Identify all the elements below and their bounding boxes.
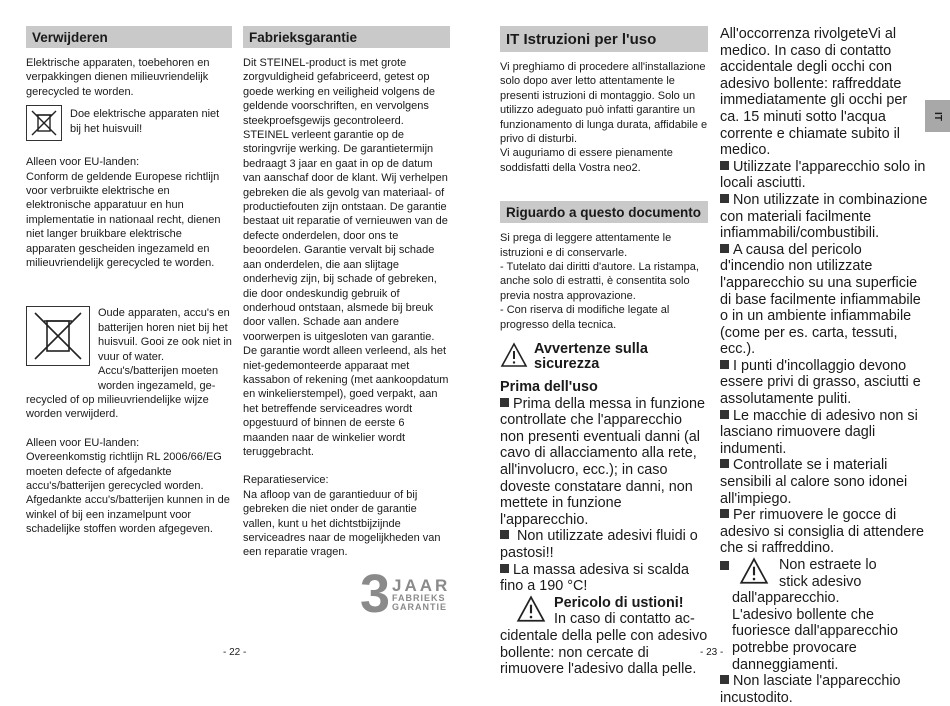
battery-note: Oude apparaten, accu's en batterijen horen niet bij het huisvuil. Gooi ze ook niet in vuur of water. Accu's/batterijen moeten worden ingezameld, ge- — [98, 307, 232, 392]
burn-warning-text: In caso di contatto ac- — [554, 611, 695, 628]
column-verwijderen — [26, 26, 232, 537]
warranty-logo-line1: JAAR — [392, 575, 451, 595]
prima-uso-heading: Prima dell'uso — [500, 379, 598, 396]
safety-bullet: A causa del pericolo d'incendio non utilizzate l'apparecchio su una superficie di base facilmente infiammabile o in un ambiente infiammabile (come per es. carta, tessuti, ecc.). — [720, 241, 921, 358]
safety-bullet: Utilizzate l'apparecchio solo in locali asciutti. — [720, 158, 926, 192]
documento-intro: Si prega di leggere attentamente le istruzioni e di conservarle. — [500, 232, 672, 259]
safety-bullet: Non utilizzate adesivi fluidi o pastosi!! — [500, 528, 698, 562]
nozzle-warning-line3: dall'apparecchio. — [732, 590, 840, 607]
nozzle-warning-text: L'adesivo bollente che fuoriesce dall'apparecchio potrebbe provocare danneggiamenti. — [732, 606, 898, 673]
language-tab: IT — [925, 100, 950, 132]
battery-note-continued: recycled of op milieuvriendelijke wijze worden verwijderd. — [26, 393, 209, 421]
section-heading-garantie: Fabrieksgarantie — [243, 26, 450, 48]
safety-bullet: Non utilizzate in combinazione con materiali facilmente infiammabili/combustibili. — [720, 191, 928, 242]
section-heading-documento: Riguardo a questo documento — [500, 201, 708, 223]
burn-warning-text-continued: cidentale della pelle con adesivo bollente: non cercate di rimuovere l'adesivo dalla pelle. — [500, 628, 708, 678]
documento-item: - Tutelato dai diritti d'autore. La ristampa, anche solo di estratti, è consentita solo previa nostra approvazione. — [500, 261, 699, 302]
eu2-text: Overeenkomstig richtlijn RL 2006/66/EG moeten defecte of afgedankte accu's/batterijen gerecycled worden. Afgedankte accu's/batterijen kunnen in de winkel of bij een inzamelpunt voor schadelijke stoffen worden afgegeven. — [26, 451, 230, 536]
safety-bullet: Controllate se i materiali sensibili al calore sono idonei all'impiego. — [720, 457, 908, 507]
battery-bin-icon — [26, 306, 90, 366]
safety-bullet: Le macchie di adesivo non si lasciano rimuovere dagli indumenti. — [720, 407, 918, 457]
crossed-bin-icon — [26, 105, 62, 141]
page-number-left: - 22 - — [223, 647, 247, 658]
section-heading-istruzioni: IT Istruzioni per l'uso — [500, 26, 708, 52]
safety-bullet: La massa adesiva si scalda fino a 190 °C! — [500, 561, 689, 595]
safety-bullet: Prima della messa in funzione controllate che l'apparecchio non presenti eventuali danni (al cavo di allacciamento alla rete, all'involucro, ecc.); in caso doveste constatare danni, non mettete in funzione l'apparecchio. — [500, 395, 705, 528]
avvertenze-heading-line2: sicurezza — [534, 356, 600, 373]
nozzle-warning-line1: Non estraete lo — [779, 557, 877, 573]
garantie-text: Dit STEINEL-product is met grote zorgvuldigheid gefabriceerd, getest op goede werking en veiligheid volgens de geldende voorschriften, en vervolgens steekproefsgewijs gecontroleerd. STEINEL verleent garantie op de storingvrije werking. De garantietermijn bedraagt 3 jaar en gaat in op de datum van aanschaf door de klant. Wij verhelpen gebreken die als gevolg van materiaal- of productiefouten zijn ontstaan. De garantie bestaat uit reparatie of vernieuwen van de defecte onderdelen, door ons te beoordelen. Garantie vervalt bij schade aan onderdelen, die aan slijtage onderhevig zijn, bij schade of gebreken, die door ondeskundig gebruik of onderhoud ontstaan, alsmede bij breuk door vallen. Schade aan andere voorwerpen is uitgesloten van garantie. — [243, 57, 448, 343]
istruzioni-text-2: Vi auguriamo di essere pienamente soddisfatti della Vostra neo2. — [500, 147, 673, 174]
bin-note: Doe elektrische apparaten niet bij het huisvuil! — [70, 108, 220, 135]
garantie-text-2: De garantie wordt alleen verleend, als het niet-gedemonteerde apparaat met kassabon of rekening (met aankoopdatum en winkelierstempel), goed verpakt, aan het betreffende serviceadres wordt opgestuurd of binnen de eerste 6 maanden naar de winkelier wordt teruggebracht. — [243, 345, 449, 458]
service-title: Reparatieservice: — [243, 474, 329, 487]
safety-bullet: Per rimuovere le gocce di adesivo si consiglia di attendere che si raffreddino. — [720, 507, 924, 557]
column-avvertenze-continued — [720, 26, 928, 706]
burn-warning-title: Pericolo di ustioni! — [554, 594, 684, 611]
eu-title: Alleen voor EU-landen: — [26, 156, 140, 169]
safety-bullet: Non lasciate l'apparecchio incustodito. — [720, 673, 901, 706]
eu-text: Conform de geldende Europese richtlijn voor verbruikte elektrische en elektronische apparatuur en hun implementatie in nationaal recht, dienen niet langer bruikbare elektrische apparaten gescheiden ingezameld en milieuvriendelijk gerecycled te worden. — [26, 170, 221, 270]
column-garantie — [243, 26, 450, 560]
istruzioni-text: Vi preghiamo di procedere all'installazione solo dopo aver letto attentamente le presenti istruzioni di montaggio. Solo un utilizzo adeguato può infatti garantire un funzionamento di lunga durata, affidabile e privo di disturbi. — [500, 61, 708, 146]
warning-triangle-icon — [739, 557, 769, 590]
documento-item: - Con riserva di modifiche legate al progresso della tecnica. — [500, 304, 670, 331]
warning-triangle-icon — [500, 342, 528, 373]
avvertenze-continued-text: All'occorrenza rivolgeteVi al medico. In caso di contatto accidentale degli occhi con adesivo bollente: raffreddate immediatamente gli occhi per ca. 15 minuti sotto l'acqua corrente e chiamate subito il medico. — [720, 26, 908, 159]
avvertenze-heading-line1: Avvertenze sulla — [534, 341, 648, 358]
nozzle-warning-line2: stick adesivo — [779, 573, 862, 590]
verwijderen-intro: Elektrische apparaten, toebehoren en verpakkingen dienen milieuvriendelijk gerecycled te worden. — [26, 57, 210, 98]
page-number-right: - 23 - — [700, 647, 724, 658]
warranty-logo-line3: GARANTIE — [392, 601, 448, 612]
section-heading-verwijderen: Verwijderen — [26, 26, 232, 48]
safety-bullet: I punti d'incollaggio devono essere privi di grasso, asciutti e assolutamente puliti. — [720, 357, 921, 408]
warranty-years: 3 — [360, 564, 391, 624]
warranty-logo — [360, 564, 451, 624]
service-text: Na afloop van de garantieduur of bij gebreken die niet onder de garantie vallen, kunt u het dichtstbijzijnde serviceadres naar de mogelijkheden van een reparatie vragen. — [243, 488, 441, 559]
column-istruzioni — [500, 26, 708, 678]
eu2-title: Alleen voor EU-landen: — [26, 436, 140, 449]
warranty-logo-line2: FABRIEKS — [392, 592, 446, 603]
warning-triangle-icon — [516, 595, 546, 628]
